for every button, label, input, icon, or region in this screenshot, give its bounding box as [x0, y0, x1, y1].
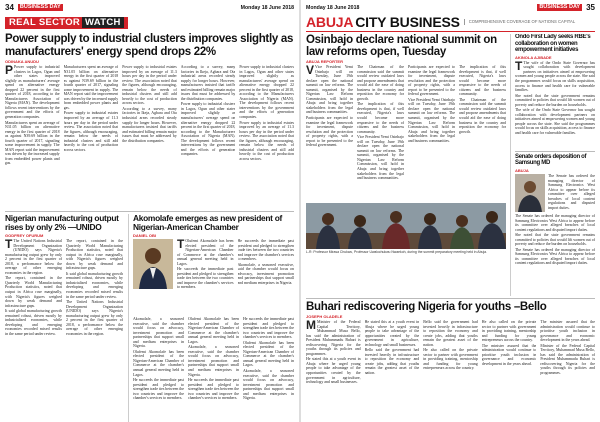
third-col4-more: Akomolafe, a seasoned executive, said the chamber would focus on advocacy, investment promotion and partnerships that support small and medium enterprises in Nigeria. [188, 345, 239, 377]
third-col5-more: Olufemi Akomolafe has been elected president of the Nigerian-American Chamber of Commerce at the chamber's annual general meeting held in Lagos. [243, 340, 294, 368]
bottom-col [365, 320, 420, 422]
abuja-city-masthead [306, 15, 595, 29]
right-lead-col2-more: The implication of this development is that, if well executed, Nigeria's laws would become more responsive to the needs of citizens and the business community. [357, 102, 404, 134]
second-article [5, 214, 123, 422]
side-column [510, 34, 595, 296]
third-col4-text: Olufemi Akomolafe has been elected president of the Nigerian-American Chamber of Commerce at the chamber's annual general meeting held in Lagos. [188, 317, 239, 344]
brand-city-business: CITY BUSINESS [355, 14, 460, 30]
second-col2-text: The report, contained in the Quarterly World Manufacturing Production statistics, noted that output in Africa rose marginally, with Nigeria's figures weighed down by weak demand and infrastructure gaps. [66, 239, 123, 271]
lead-col [122, 65, 177, 209]
lead-col3-more: According to a survey, many factories in Ikeja, Agbara and Ota industrial areas recorded steady supply for longer hours. However, manufacturers insisted that tariffs and estimated billing remain major issues that must be addressed by the distribution companies. [122, 106, 177, 143]
right-lead-col [357, 65, 404, 201]
bottom-headline: Buhari rediscovering Nigeria for youths –Bello [306, 300, 547, 313]
third-col2-more: Akomolafe, a seasoned executive, said the chamber would focus on advocacy, investment promotion and partnerships that support small and medium enterprises in Nigeria. [237, 262, 294, 285]
section-name: REAL SECTOR [9, 17, 81, 28]
abuja-city-logo [306, 15, 460, 29]
page-number: 35 [586, 3, 595, 12]
issue-date: Monday 18 June 2018 [240, 4, 294, 11]
third-byline: DANIEL OBI [133, 233, 157, 238]
summit-photo [306, 203, 506, 249]
bottom-col2-text: He stated this at a youth event in Abuja where he urged young people to take advantage of the opportunities created by the government in agriculture, technology and small businesses. [364, 319, 420, 347]
lead-col3-text: Power supply to industrial estates improved by an average of 11.3 hours per day in the period under review. The association noted that the figures, although encouraging, remain below the needs of industrial clusters and still add heavily to the cost of production across sectors. [122, 65, 177, 106]
side2-body-text: The Senate has ordered the managing director of Samsung Electronics West Africa to appear before its committee over alleged breaches of local content regulations and disputed import duties. [548, 173, 595, 210]
paper-logo: BUSINESS DAY [19, 4, 61, 10]
side2-body-b [515, 214, 595, 296]
issue-date: Monday 18 June 2018 [306, 4, 360, 11]
bottom-col2-more: Bello said the government had invested heavily in infrastructure to reposition the economy and create jobs, adding that youths remain the greatest asset of the nation. [364, 348, 420, 375]
right-lead-col4-text: The implication of this development is that, if well executed, Nigeria's laws would become more responsive to the needs of citizens and the business community. [459, 65, 506, 97]
third-col1-text: Olufemi Akomolafe has been elected president of the Nigerian-American Chamber of Commerce at the chamber's annual general meeting held in Lagos. [177, 239, 234, 266]
lead-col4-more: Power supply to industrial clusters in Lagos, Ogun and other states improved slightly as manufacturers' average spend on alternative energy dropped 22 percent in the first quarter of 2018, according to the Manufacturers Association of Nigeria (MAN). The development follows recent interventions by the government and the efforts of generation companies. [180, 102, 236, 157]
lead-article [5, 33, 294, 209]
second-col [66, 239, 123, 422]
third-headline: Akomolafe emerges as new president of Nigerian-American Chamber [133, 213, 283, 232]
bottom-col3-text: Bello said the government had invested heavily in infrastructure to reposition the economy and create jobs, adding that youths remain the greatest asset of the nation. [423, 319, 478, 347]
bottom-col: M Minister of the Federal Capital Territory, Muhammad Musa Bello, has said the administration of President Muhammadu Buhari is rediscovering Nigeria for the youths through its policies and programmes. He stated this at a youth event in Abuja where he urged young people to take advantage of the opportunities created by the government in agriculture, technology and small businesses. [306, 319, 361, 385]
second-col: T The United Nations Industrial Development Organization (UNIDO) says Nigeria's manufacturing output grew by only 2 percent in the first quarter of 2018, a performance below the average of other emerging economies in the region. The report, contained in the Quarterly World Manufacturing Production statistics, noted that output in Africa rose marginally, with Nigeria's figures weighed down by weak demand and infrastructure gaps. It said global manufacturing growth remained robust, driven mostly by industrialised economies, while developing and emerging economies recorded mixed results in the same period under review. [5, 239, 62, 336]
bottom-article [306, 301, 595, 422]
lead-headline: Power supply to industrial clusters improves slightly as manufacturers' energy spend drops 22% [5, 33, 294, 58]
right-folio [306, 3, 595, 12]
bottom-col4-more: The minister assured that the administration would continue to prioritise youth inclusion in governance and economic development in the years ahead. [481, 343, 537, 366]
lead-col [181, 65, 236, 209]
third-article [128, 214, 294, 422]
third-col [238, 239, 295, 315]
brand-abuja: ABUJA [306, 14, 354, 30]
third-col: T Olufemi Akomolafe has been elected president of the Nigerian-American Chamber of Commerce at the chamber's annual general meeting held in Lagos. He succeeds the immediate past president and pledged to strengthen trade ties between the two countries and improve the chamber's services to members. [177, 239, 234, 290]
bottom-col3-more: He also called on the private sector to partner with government in providing training, mentorship and funding for young entrepreneurs across the country. [423, 348, 478, 371]
right-lead-col2-extra: Vice President Yemi Osinbajo will on Tuesday, June 19th declare open the national summit on law reforms. The summit, organised by the Nigerian Law Reform Commission, will hold in Abuja and bring together stakeholders from the legal and business communities. [357, 135, 404, 181]
bottom-col5-text: The minister assured that the administration would continue to prioritise youth inclusion in governance and economic development in the years ahead. [540, 319, 595, 343]
lead-col5-text: Power supply to industrial clusters in Lagos, Ogun and other states improved slightly as manufacturers' average spend on alternative energy dropped 22 percent in the first quarter of 2018, according to the Manufacturers Association of Nigeria (MAN). The development follows recent interventions by the government and the efforts of generation companies. [239, 65, 294, 120]
lead-col1-text: Power supply to industrial clusters in Lagos, Ogun and other states improved slightly as manufacturers' average spend on alternative energy dropped 22 percent in the first quarter of 2018, according to the Manufacturers Association of Nigeria (MAN). The development follows recent interventions by the government and the efforts of generation companies. [5, 65, 60, 120]
right-lead-col1-text: Vice President Yemi Osinbajo will on Tuesday, June 19th declare open the national summit on law reforms. The summit, organised by the Nigerian Law Reform Commission, will hold in Abuja and bring together stakeholders from the legal and business communities. [306, 65, 353, 115]
side-body-more: She noted that the state government remains committed to policies that would lift women out of poverty and reduce the burden on households. [515, 93, 595, 107]
side-body-text: The wife of the Ondo State Governor has sought collaboration with development partners on initiatives aimed at empowering women and young people across the state. She said the programmes would focus on skills acquisition, access to finance and health care for vulnerable families. [515, 60, 595, 93]
second-byline: GODFREY OFURUM [5, 233, 44, 238]
bottom-col5-more: Minister of the Federal Capital Territory, Muhammad Musa Bello, has said the administration of President Muhammadu Buhari is rediscovering Nigeria for the youths through its policies and programmes. [540, 343, 595, 375]
bottom-col [423, 320, 478, 422]
third-col5-extra: Akomolafe, a seasoned executive, said the chamber would focus on advocacy, investment promotion and partnerships that support small and medium enterprises in Nigeria. [243, 369, 294, 401]
side-byline: AKINOLA AJIBADE [515, 54, 552, 60]
page-number: 34 [5, 3, 14, 12]
lead-col [239, 65, 294, 209]
second-col1-text: The United Nations Industrial Development Organization (UNIDO) says Nigeria's manufacturing output grew by only 2 percent in the first quarter of 2018, a performance below the average of other emerging economies in the region. [5, 239, 62, 275]
second-headline: Nigerian manufacturing output rises by only 2% —UNIDO [5, 213, 119, 232]
second-col1-more: The report, contained in the Quarterly World Manufacturing Production statistics, noted that output in Africa rose marginally, with Nigeria's figures weighed down by weak demand and infrastructure gaps. [5, 276, 62, 308]
right-lead-col3-text: Participants are expected to examine the legal framework for investment, dispute resolution and the protection of property rights, with a report to be presented to the federal government. [408, 65, 455, 97]
second-col2-more: It said global manufacturing growth remained robust, driven mostly by industrialised economies, while developing and emerging economies recorded mixed results in the same period under review. [66, 271, 123, 299]
third-col2-text: He succeeds the immediate past president and pledged to strengthen trade ties between the two countries and improve the chamber's services to members. [237, 239, 294, 262]
side2-body-extra2: The Senate has ordered the managing director of Samsung Electronics West Africa to appear before its committee over alleged breaches of local content regulations and disputed import duties. [515, 247, 595, 266]
akomolafe-photo [133, 239, 173, 289]
side2-headline: Senate orders deposition of Samsung MD [515, 153, 587, 167]
side-body: T The wife of the Ondo State Governor has sought collaboration with development partners on initiatives aimed at empowering women and young people across the state. She said the programmes would focus on skills acquisition, access to finance and health care for vulnerable families. She noted that the state government remains committed to policies that would lift women out of poverty and reduce the burden on households. The wife of the Ondo State Governor has sought collaboration with development partners on initiatives aimed at empowering women and young people across the state. She said the programmes would focus on skills acquisition, access to finance and health care for vulnerable families. [515, 60, 595, 135]
third-col1-more: He succeeds the immediate past president and pledged to strengthen trade ties between the two countries and improve the chamber's services to members. [177, 267, 234, 290]
lead-byline: ODINAKA ANUDU [5, 59, 39, 64]
side2-byline: ABUJA [515, 167, 529, 173]
third-col [243, 317, 294, 422]
right-lead-col3-more: Vice President Yemi Osinbajo will on Tuesday, June 19th declare open the national summit on law reforms. The summit, organised by the Nigerian Law Reform Commission, will hold in Abuja and bring together stakeholders from the legal and business communities. [408, 97, 455, 143]
lead-col2-more: Power supply to industrial estates improved by an average of 11.3 hours per day in the period under review. The association noted that the figures, although encouraging, remain below the needs of industrial clusters and still add heavily to the cost of production across sectors. [63, 111, 119, 152]
bottom-col [482, 320, 537, 422]
lead-col [64, 65, 119, 209]
lead-col2-text: Manufacturers spent an average of N31.05 billion on alternative energy in the first quarter of 2018 as against N39.69 billion in the fourth quarter of 2017, signaling some improvement in supply. The MAN report said the improvement was driven by the increased supply from embedded power plants and gas. [63, 65, 119, 110]
right-lead-col: V Vice President Yemi Osinbajo will on Tuesday, June 19th declare open the national summit on law reforms. The summit, organised by the Nigerian Law Reform Commission, will hold in Abuja and bring together stakeholders from the legal and business communities. Participants are expected to examine the legal framework for investment, dispute resolution and the protection of property rights, with a report to be presented to the federal government. [306, 65, 353, 148]
right-lead-col2-text: The Chairman of the commission said the summit would review outdated laws and propose amendments that would aid the ease of doing business in the country and reposition the economy for growth. [357, 65, 404, 101]
summit-photo-caption: L-R: Professor Mirasa Chukwu, Professor Uwalochukwu Nwaekoh, during the summit preparatory meeting held in Abuja. [306, 250, 487, 254]
third-col [133, 317, 184, 422]
bottom-col1-text: Minister of the Federal Capital Territory, Muhammad Musa Bello, has said the administration of President Muhammadu Buhari is rediscovering Nigeria for the youths through its policies and programmes. [306, 319, 361, 356]
second-col2-extra: The United Nations Industrial Development Organization (UNIDO) says Nigeria's manufacturing output grew by only 2 percent in the first quarter of 2018, a performance below the average of other emerging economies in the region. [66, 300, 123, 336]
right-lead-col1-more: Participants are expected to examine the legal framework for investment, dispute resolution and the protection of property rights, with a report to be presented to the federal government. [306, 116, 353, 148]
lead-col: P Power supply to industrial clusters in Lagos, Ogun and other states improved slightly as manufacturers' average spend on alternative energy dropped 22 percent in the first quarter of 2018, according to the Manufacturers Association of Nigeria (MAN). The development follows recent interventions by the government and the efforts of generation companies. Manufacturers spent an average of N31.05 billion on alternative energy in the first quarter of 2018 as against N39.69 billion in the fourth quarter of 2017, signaling some improvement in supply. The MAN report said the improvement was driven by the increased supply from embedded power plants and gas. [5, 65, 60, 166]
bottom-col4-text: He also called on the private sector to partner with government in providing training, mentorship and funding for young entrepreneurs across the country. [481, 319, 537, 343]
right-lead-byline: ABUJA REPORTER [306, 59, 343, 64]
right-lead-col [459, 65, 506, 201]
right-lead-col [408, 65, 455, 201]
bottom-col [540, 320, 595, 422]
bottom-col1-more: He stated this at a youth event in Abuja where he urged young people to take advantage of the opportunities created by the government in agriculture, technology and small businesses. [306, 357, 361, 385]
third-col [188, 317, 239, 422]
side2-body-a [548, 174, 595, 212]
side2-body-extra: She noted that the state government remains committed to policies that would lift women out of poverty and reduce the burden on households. [515, 233, 595, 247]
section-tagline: COMPREHENSIVE COVERAGE OF NATIONS CAPITAL [464, 19, 575, 25]
second-col1-extra: It said global manufacturing growth remained robust, driven mostly by industrialised economies, while developing and emerging economies recorded mixed results in the same period under review. [5, 309, 62, 336]
third-col3-more: Olufemi Akomolafe has been elected president of the Nigerian-American Chamber of Commerce at the chamber's annual general meeting held in Lagos. [133, 349, 184, 377]
lead-col5-more: Power supply to industrial estates improved by an average of 11.3 hours per day in the period under review. The association noted that the figures, although encouraging, remain below the needs of industrial clusters and still add heavily to the cost of production across sectors. [239, 120, 294, 161]
bottom-byline: JOSEPH OLADELE [306, 313, 343, 319]
paper-logo: BUSINESS DAY [539, 4, 581, 10]
side2-body-more: The Senate has ordered the managing director of Samsung Electronics West Africa to appear before its committee over alleged breaches of local content regulations and disputed import duties. [515, 213, 595, 232]
third-col3-extra: He succeeds the immediate past president and pledged to strengthen trade ties between the two countries and improve the chamber's services to members. [133, 378, 184, 401]
lead-col1-more: Manufacturers spent an average of N31.05 billion on alternative energy in the first quarter of 2018 as against N39.69 billion in the fourth quarter of 2017, signaling some improvement in supply. The MAN report said the improvement was driven by the increased supply from embedded power plants and gas. [5, 120, 60, 166]
samsung-md-photo [515, 174, 545, 212]
right-lead-article [306, 34, 506, 296]
section-banner [5, 17, 128, 29]
third-col3-text: Akomolafe, a seasoned executive, said the chamber would focus on advocacy, investment promotion and partnerships that support small and medium enterprises in Nigeria. [133, 317, 184, 349]
side-body-extra: The wife of the Ondo State Governor has sought collaboration with development partners on initiatives aimed at empowering women and young people across the state. She said the programmes would focus on skills acquisition, access to finance and health care for vulnerable families. [515, 108, 595, 135]
right-lead-col4-more: The Chairman of the commission said the summit would review outdated laws and propose amendments that would aid the ease of doing business in the country and reposition the economy for growth. [459, 97, 506, 134]
left-folio [5, 3, 294, 12]
section-suffix: WATCH [82, 17, 124, 28]
third-col5-text: He succeeds the immediate past president and pledged to strengthen trade ties between the two countries and improve the chamber's services to members. [243, 317, 294, 340]
lead-col4-text: According to a survey, many factories in Ikeja, Agbara and Ota industrial areas recorded steady supply for longer hours. However, manufacturers insisted that tariffs and estimated billing remain major issues that must be addressed by the distribution companies. [180, 65, 236, 101]
right-lead-headline: Osinbajo declare national summit on law reforms open, Tuesday [306, 34, 497, 58]
side-headline: Ondo First Lady seeks RBE's collaboration on women empowerment initiatives [515, 34, 591, 54]
left-page [0, 0, 298, 422]
third-col4-extra: He succeeds the immediate past president and pledged to strengthen trade ties between the two countries and improve the chamber's services to members. [188, 378, 239, 401]
page-gutter [299, 0, 301, 422]
right-page [302, 0, 600, 422]
